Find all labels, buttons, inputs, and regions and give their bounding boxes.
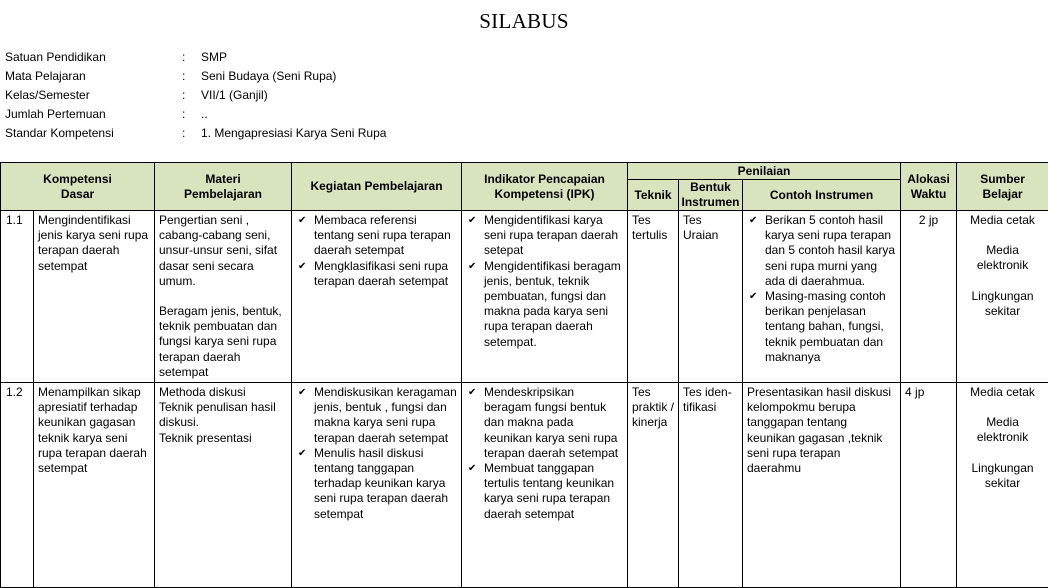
header-text: Dasar [3, 187, 152, 202]
info-value: VII/1 (Ganjil) [201, 88, 268, 103]
info-colon: : [182, 69, 185, 84]
materi-text: Teknik presentasi [159, 431, 287, 446]
info-label: Kelas/Semester [5, 88, 90, 103]
header-text: Indikator Pencapaian [464, 172, 625, 187]
bentuk-cell: Tes Uraian [679, 211, 743, 383]
sumber-text: Media elektronik [961, 415, 1044, 445]
info-colon: : [182, 126, 185, 141]
header-materi [155, 163, 292, 211]
list-item: ✔ Membaca referensi tentang seni rupa terapan daerah setempat [296, 213, 457, 259]
info-colon: : [182, 50, 185, 65]
info-label: Mata Pelajaran [5, 69, 86, 84]
table-row [1, 383, 1048, 588]
alokasi-cell: 2 jp [901, 211, 957, 383]
sumber-text: Media cetak [961, 213, 1044, 228]
header-kegiatan: Kegiatan Pembelajaran [292, 163, 462, 211]
info-colon: : [182, 88, 185, 103]
header-alokasi [901, 163, 957, 211]
materi-text: Beragam jenis, bentuk, teknik pembuatan dan fungsi karya seni rupa terapan daerah setempat [159, 304, 287, 380]
header-text: Belajar [959, 187, 1046, 202]
list-item: ✔ Mengklasifikasi seni rupa terapan daerah setempat [296, 259, 457, 289]
header-text: Alokasi [903, 172, 954, 187]
table-row [1, 211, 1048, 383]
header-text: Waktu [903, 187, 954, 202]
header-text: Instrumen [681, 195, 740, 210]
header-penilaian: Penilaian [628, 163, 901, 180]
sumber-text: Lingkungan sekitar [961, 461, 1044, 491]
sumber-text: Media cetak [961, 385, 1044, 400]
header-text: Pembelajaran [157, 187, 289, 202]
header-bentuk [679, 180, 743, 211]
page-title: SILABUS [0, 9, 1048, 34]
info-label: Jumlah Pertemuan [5, 107, 106, 122]
list-item: ✔ Masing-masing contoh berikan penjelasan tentang bahan, fungsi, teknik pembuatan dan maknanya [747, 289, 896, 365]
sumber-text: Media elektronik [961, 243, 1044, 273]
list-item: ✔ Mendeskripsikan beragam fungsi bentuk dan makna pada keunikan karya seni rupa terapan daerah setempat [466, 385, 623, 461]
alokasi-cell: 4 jp [901, 383, 957, 588]
kegiatan-cell [292, 211, 462, 383]
info-value: .. [201, 107, 208, 122]
info-label: Satuan Pendidikan [5, 50, 106, 65]
teknik-cell: Tes tertulis [628, 211, 679, 383]
info-value: SMP [201, 50, 227, 65]
kd-cell: Menampilkan sikap apresiatif terhadap keunikan gagasan teknik karya seni rupa terapan daerah setempat [34, 383, 155, 588]
sumber-text: Lingkungan sekitar [961, 289, 1044, 319]
row-number: 1.2 [1, 383, 34, 588]
ipk-cell [462, 383, 628, 588]
sumber-cell [957, 383, 1048, 588]
row-number: 1.1 [1, 211, 34, 383]
syllabus-table [0, 162, 1048, 588]
header-kompetensi-dasar [1, 163, 155, 211]
kegiatan-cell [292, 383, 462, 588]
materi-cell [155, 211, 292, 383]
header-text: Kompetensi (IPK) [464, 187, 625, 202]
info-value: 1. Mengapresiasi Karya Seni Rupa [201, 126, 386, 141]
header-text: Sumber [959, 172, 1046, 187]
header-sumber [957, 163, 1048, 211]
info-value: Seni Budaya (Seni Rupa) [201, 69, 336, 84]
header-contoh: Contoh Instrumen [743, 180, 901, 211]
list-item: ✔ Mendiskusikan keragaman jenis, bentuk , fungsi dan makna karya seni rupa terapan daerah setempat [296, 385, 457, 446]
bentuk-cell: Tes iden-tifikasi [679, 383, 743, 588]
info-colon: : [182, 107, 185, 122]
header-text: Materi [157, 172, 289, 187]
header-teknik: Teknik [628, 180, 679, 211]
header-ipk [462, 163, 628, 211]
teknik-cell: Tes praktik / kinerja [628, 383, 679, 588]
contoh-cell [743, 211, 901, 383]
list-item: ✔ Mengidentifikasi karya seni rupa terapan daerah setepat [466, 213, 623, 259]
list-item: ✔ Menulis hasil diskusi tentang tanggapan terhadap keunikan karya seni rupa terapan daerah setempat [296, 446, 457, 522]
materi-text: Teknik penulisan hasil diskusi. [159, 400, 287, 430]
contoh-cell: Presentasikan hasil diskusi kelompokmu berupa tanggapan tentang keunikan gagasan ,teknik seni rupa terapan daerahmu [743, 383, 901, 588]
kd-cell: Mengindentifikasi jenis karya seni rupa terapan daerah setempat [34, 211, 155, 383]
sumber-cell [957, 211, 1048, 383]
header-text: Bentuk [681, 180, 740, 195]
header-text: Kompetensi [3, 172, 152, 187]
list-item: ✔ Membuat tanggapan tertulis tentang keunikan karya seni rupa terapan daerah setempat [466, 461, 623, 522]
materi-cell [155, 383, 292, 588]
list-item: ✔ Berikan 5 contoh hasil karya seni rupa terapan dan 5 contoh hasil karya seni rupa murni yang ada di daerahmua. [747, 213, 896, 289]
materi-text: Pengertian seni , cabang-cabang seni, unsur-unsur seni, sifat dasar seni secara umum. [159, 213, 287, 289]
materi-text: Methoda diskusi [159, 385, 287, 400]
list-item: ✔ Mengidentifikasi beragam jenis, bentuk, teknik pembuatan, fungsi dan makna pada karya seni rupa terapan daerah setempat. [466, 259, 623, 350]
ipk-cell [462, 211, 628, 383]
info-label: Standar Kompetensi [5, 126, 114, 141]
